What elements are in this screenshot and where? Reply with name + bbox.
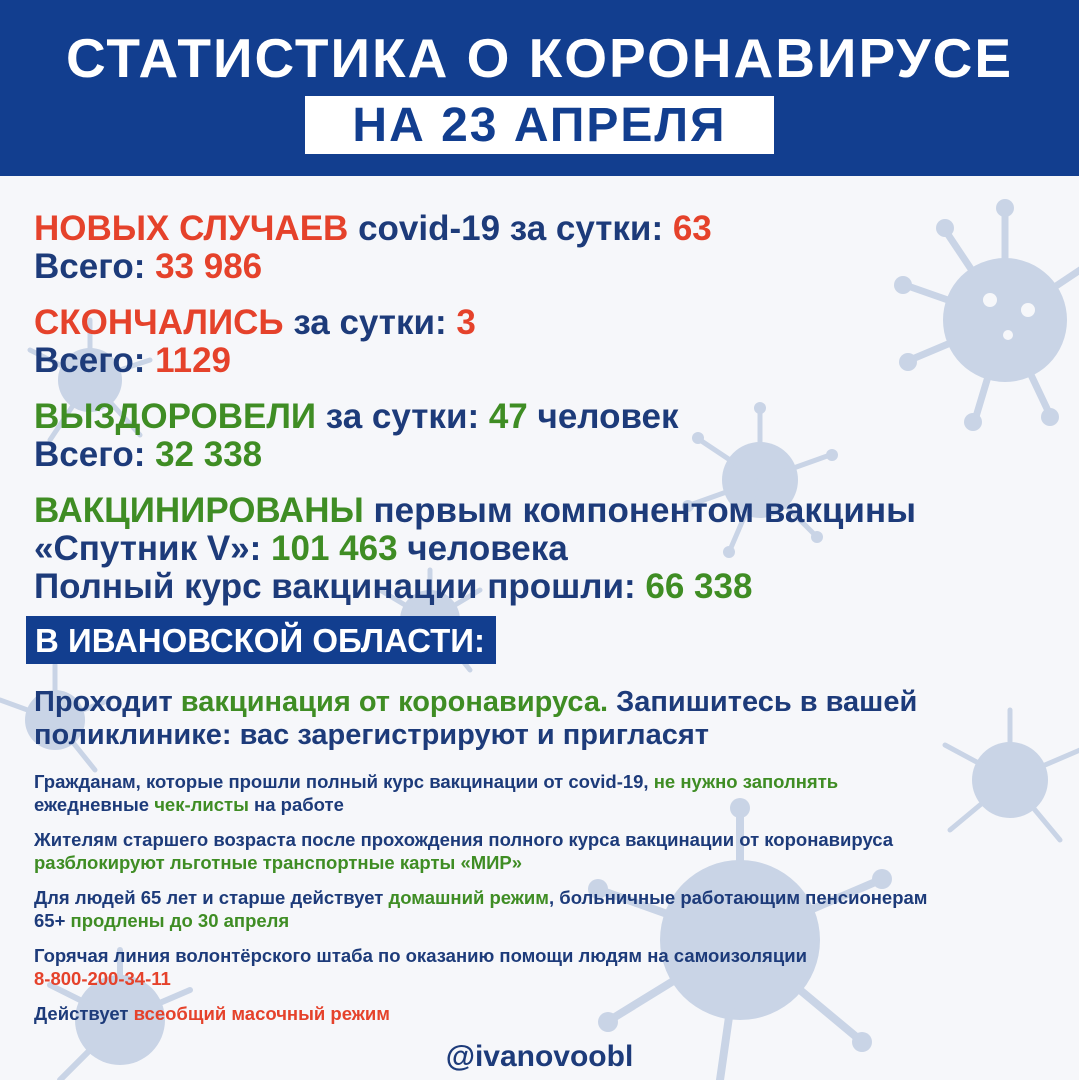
note-text: , больничные работающим пенсионерам <box>548 887 928 908</box>
recovered-label: ВЫЗДОРОВЕЛИ <box>34 397 317 436</box>
new-cases-total-line <box>34 248 1054 286</box>
recovered-total: 32 338 <box>155 435 263 474</box>
social-handle: @ivanovoobl <box>445 1040 634 1073</box>
note-item <box>34 886 1064 932</box>
full-course-label: Полный курс вакцинации прошли: <box>34 567 646 606</box>
note-text: Жителям старшего возраста после прохождения полного курса вакцинации от коронавируса <box>34 829 894 850</box>
new-cases-text: covid-19 за сутки: <box>348 209 673 248</box>
note-highlight: разблокируют льготные транспортные карты «МИР» <box>34 852 523 873</box>
note-highlight: чек-листы <box>154 794 249 815</box>
deaths-label: СКОНЧАЛИСЬ <box>34 303 284 342</box>
vaccinated-suffix: человека <box>397 529 568 568</box>
new-cases-line <box>34 210 1054 248</box>
note-item <box>34 828 1064 874</box>
vaccine-name: «Спутник V»: <box>34 529 272 568</box>
info-text-c: Запишитесь в вашей <box>608 686 918 718</box>
info-text-highlight: вакцинация от коронавируса. <box>180 686 609 718</box>
vaccination-info <box>34 686 1064 752</box>
note-highlight: продлены до 30 апреля <box>70 910 290 931</box>
note-text: Для людей 65 лет и старше действует <box>34 887 389 908</box>
recovered-text: за сутки: <box>316 397 489 436</box>
note-item <box>34 770 1064 816</box>
deaths-total-line <box>34 342 1054 380</box>
new-cases-total-label: Всего: <box>34 247 156 286</box>
note-text: Гражданам, которые прошли полный курс вакцинации от covid-19, <box>34 771 654 792</box>
vaccinated-label: ВАКЦИНИРОВАНЫ <box>34 491 364 530</box>
note-text: Действует <box>34 1003 134 1024</box>
note-text: на работе <box>248 794 344 815</box>
new-cases-value: 63 <box>672 209 712 248</box>
new-cases-total: 33 986 <box>155 247 263 286</box>
info-text-d: поликлинике: вас зарегистрируют и пригласят <box>34 719 709 751</box>
statistics-block <box>34 210 1054 606</box>
full-course-value: 66 338 <box>645 567 753 606</box>
recovered-value: 47 <box>488 397 528 436</box>
recovered-total-line <box>34 436 1054 474</box>
vaccinated-value: 101 463 <box>271 529 398 568</box>
header-banner <box>0 0 1079 176</box>
info-text-a: Проходит <box>34 686 181 718</box>
note-text: Горячая линия волонтёрского штаба по оказанию помощи людям на самоизоляции <box>34 945 807 966</box>
note-highlight: не нужно заполнять <box>653 771 839 792</box>
vaccinated-value-line <box>34 530 1054 568</box>
new-cases-label: НОВЫХ СЛУЧАЕВ <box>34 209 349 248</box>
vaccinated-text: первым компонентом вакцины <box>363 491 916 530</box>
full-course-line <box>34 568 1054 606</box>
note-highlight: всеобщий масочный режим <box>133 1003 390 1024</box>
note-item <box>34 944 1064 990</box>
recovered-line <box>34 398 1054 436</box>
deaths-text: за сутки: <box>283 303 457 342</box>
note-text: 65+ <box>34 910 71 931</box>
date-label: НА 23 АПРЕЛЯ <box>305 96 774 154</box>
deaths-total: 1129 <box>155 341 232 380</box>
deaths-line <box>34 304 1054 342</box>
deaths-total-label: Всего: <box>34 341 156 380</box>
region-banner: В ИВАНОВСКОЙ ОБЛАСТИ: <box>26 616 496 664</box>
notes-list <box>34 770 1064 1037</box>
vaccinated-line <box>34 492 1054 530</box>
note-highlight: домашний режим <box>388 887 549 908</box>
note-text: ежедневные <box>34 794 155 815</box>
note-item <box>34 1002 1064 1025</box>
page-title: СТАТИСТИКА О КОРОНАВИРУСЕ <box>65 27 1014 89</box>
hotline-number: 8-800-200-34-11 <box>34 968 171 989</box>
recovered-suffix: человек <box>527 397 679 436</box>
recovered-total-label: Всего: <box>34 435 156 474</box>
deaths-value: 3 <box>456 303 476 342</box>
